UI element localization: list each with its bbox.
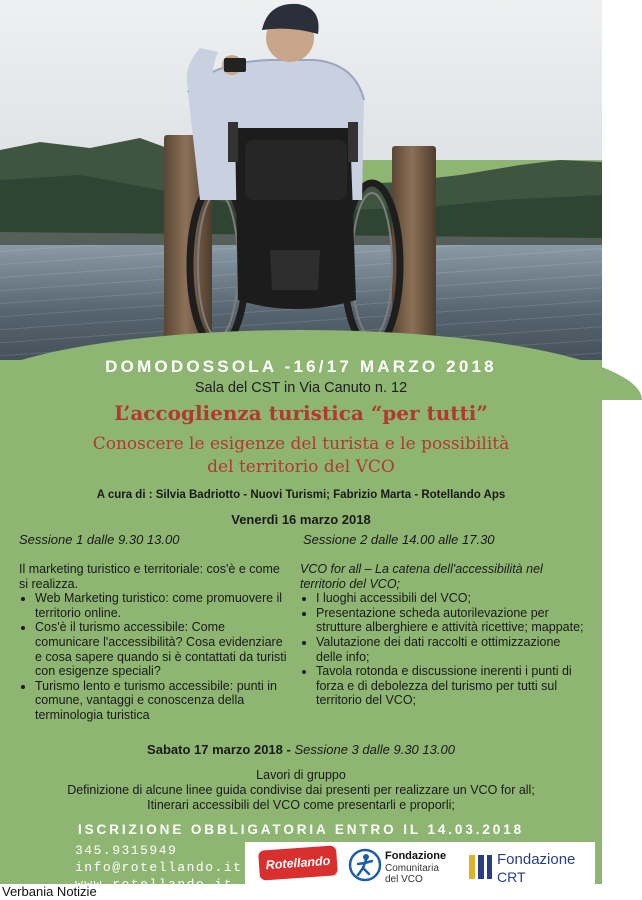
event-city-date: DOMODOSSOLA -16/17 MARZO 2018 — [105, 357, 497, 376]
fondazione-comunitaria-name: Fondazione — [385, 850, 447, 862]
list-item: • I luoghi accessibili del VCO; — [316, 591, 586, 606]
session3-line2: Itinerari accessibili del VCO come presentarli e proporli; — [147, 798, 455, 812]
session2-label: Sessione 2 dalle 14.00 alle 17.30 — [303, 532, 495, 547]
list-item: • Web Marketing turistico: come promuovere il territorio online. — [35, 591, 287, 620]
session3-title: Lavori di gruppo — [256, 768, 346, 782]
session1-list — [19, 591, 287, 722]
list-item: • Turismo lento e turismo accessibile: punti in comune, vantaggi e conoscenza della terminologia turistica — [35, 679, 287, 723]
poster-subtitle-line1: Conoscere le esigenze del turista e le possibilità — [92, 434, 510, 454]
event-venue: Sala del CST in Via Canuto n. 12 — [194, 380, 408, 396]
session3-line1: Definizione di alcune linee guida condivise dai presenti per realizzare un VCO for all; — [67, 783, 535, 797]
contact-phone: 345.9315949 — [75, 843, 178, 858]
image-credit: Verbania Notizie — [2, 884, 97, 899]
day2-separator: - — [282, 742, 295, 757]
hero-photo — [0, 0, 602, 360]
sponsor-logos — [245, 842, 595, 884]
fondazione-comunitaria-icon — [348, 848, 382, 882]
session1-intro: Il marketing turistico e territoriale: cos'è e come si realizza. — [19, 562, 280, 591]
fondazione-crt-name: Fondazione — [497, 851, 576, 868]
list-item: • Cos'è il turismo accessibile: Come comunicare l'accessibilità? Cosa evidenziare e cosa sapere quando si è contattati da turisti con esigenze speciali? — [35, 620, 287, 678]
registration-notice: ISCRIZIONE OBBLIGATORIA ENTRO IL 14.03.2018 — [77, 822, 525, 837]
session2-content — [300, 562, 586, 708]
fondazione-crt-icon — [467, 853, 493, 881]
day1-heading: Venerdì 16 marzo 2018 — [231, 512, 371, 527]
list-item: • Valutazione dei dati raccolti e ottimizzazione delle info; — [316, 635, 586, 664]
session1-content — [19, 562, 287, 723]
contact-website: www.rotellando.it — [75, 877, 234, 892]
session3-label: Sessione 3 dalle 9.30 13.00 — [294, 742, 455, 757]
contact-email: info@rotellando.it — [75, 860, 243, 875]
rotellando-logo: Rotellando — [258, 845, 338, 880]
day2-date: Sabato 17 marzo 2018 — [147, 742, 283, 757]
fondazione-comunitaria-name2: Comunitaria — [385, 863, 439, 874]
fondazione-crt-name2: CRT — [497, 869, 526, 885]
wheelchair-user-figure — [150, 0, 430, 345]
list-item: • Tavola rotonda e discussione inerenti i punti di forza e di debolezza del turismo per tutti sul territorio del VCO; — [316, 664, 586, 708]
poster-title: L’accoglienza turistica “per tutti” — [114, 401, 488, 425]
fondazione-comunitaria-name3: del VCO — [385, 874, 423, 885]
session1-label: Sessione 1 dalle 9.30 13.00 — [19, 532, 180, 547]
curators: A cura di : Silvia Badriotto - Nuovi Turismi; Fabrizio Marta - Rotellando Aps — [96, 489, 506, 501]
poster-subtitle-line2: del territorio del VCO — [207, 457, 395, 477]
list-item: • Presentazione scheda autorilevazione per strutture alberghiere e attività ricettive; mappate; — [316, 606, 586, 635]
session2-intro: VCO for all – La catena dell'accessibilità nel territorio del VCO; — [300, 562, 543, 591]
session2-list — [300, 591, 586, 708]
day2-heading — [0, 742, 602, 757]
